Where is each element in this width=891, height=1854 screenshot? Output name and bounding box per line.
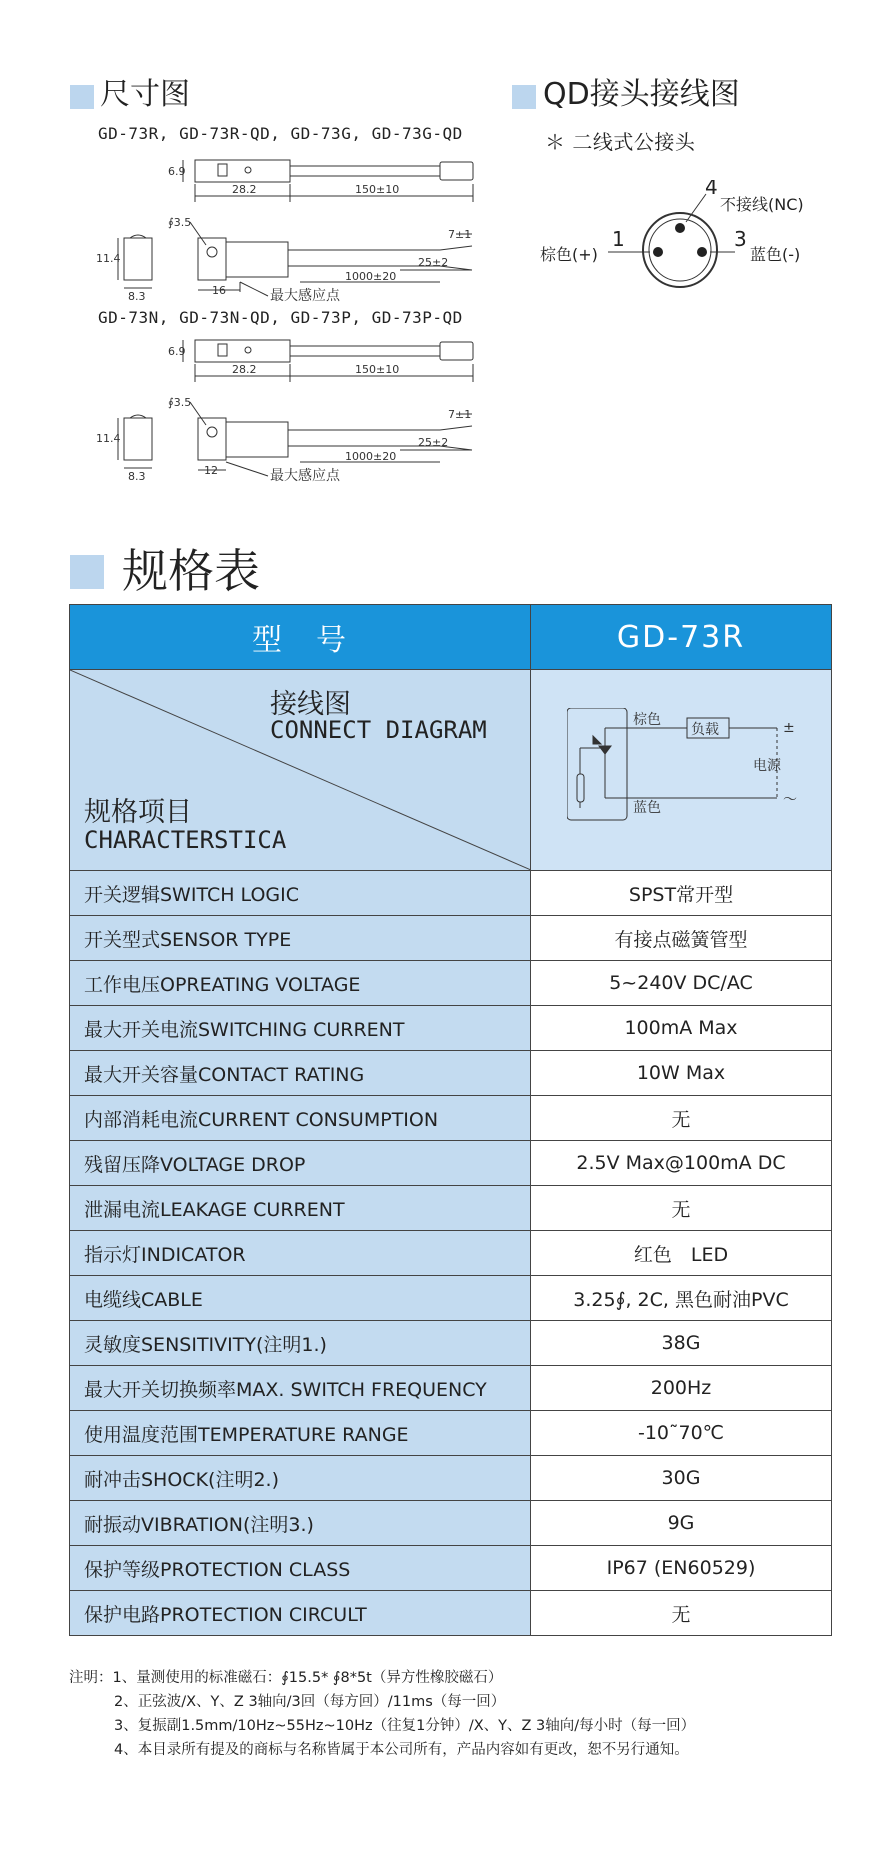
spec-row-value: 10W Max [531, 1051, 832, 1096]
spec-row [70, 1321, 832, 1366]
spec-row [70, 1276, 832, 1321]
diag-top-cn: 接线图 [270, 689, 351, 720]
spec-row [70, 1231, 832, 1276]
model-label: 型 号 [70, 605, 531, 670]
spec-row [70, 871, 832, 916]
sense-point-label: 最大感应点 [270, 288, 340, 304]
pin-3-label: 蓝色(-) [750, 245, 801, 264]
power-minus: ～ [783, 792, 797, 808]
spec-row-label: 残留压降VOLTAGE DROP [70, 1141, 531, 1186]
pin-4-note: 不接线(NC) [720, 195, 804, 214]
dim-7: 7±1 [448, 228, 472, 241]
spec-row-label: 保护等级PROTECTION CLASS [70, 1546, 531, 1591]
note-3: 3、复振副1.5mm/10Hz~55Hz~10Hz（往复1分钟）/X、Y、Z 3轴向/每小时（每一回） [114, 1718, 696, 1734]
dim-7-b: 7±1 [448, 408, 472, 421]
spec-row [70, 1366, 832, 1411]
spec-title: 规格表 [122, 544, 260, 598]
dim-6-9: 6.9 [168, 165, 186, 178]
spec-row-value: 红色 LED [531, 1231, 832, 1276]
spec-row [70, 1141, 832, 1186]
spec-row-value: SPST常开型 [531, 871, 832, 916]
dim-8-3-b: 8.3 [128, 470, 146, 483]
group2-models: GD-73N, GD-73N-QD, GD-73P, GD-73P-QD [98, 308, 463, 327]
diagram-row [70, 670, 832, 871]
spec-row-label: 泄漏电流LEAKAGE CURRENT [70, 1186, 531, 1231]
dim-8-3: 8.3 [128, 290, 146, 303]
dim-150-b: 150±10 [355, 363, 400, 376]
spec-row-value: 3.25∮, 2C, 黑色耐油PVC [531, 1276, 832, 1321]
dim-11-4: 11.4 [96, 252, 121, 265]
wire-brown: 棕色 [633, 712, 661, 728]
spec-row-value: 2.5V Max@100mA DC [531, 1141, 832, 1186]
spec-row-value: 有接点磁簧管型 [531, 916, 832, 961]
spec-row-label: 最大开关容量CONTACT RATING [70, 1051, 531, 1096]
spec-row-value: 100mA Max [531, 1006, 832, 1051]
spec-row-value: IP67 (EN60529) [531, 1546, 832, 1591]
wiring-diagram [567, 708, 827, 848]
spec-row-label: 指示灯INDICATOR [70, 1231, 531, 1276]
diag-top-en: CONNECT DIAGRAM [270, 716, 487, 744]
section-marker [70, 555, 104, 589]
dimensions-title: 尺寸图 [100, 77, 190, 112]
dim-hole: ∮3.5 [168, 216, 192, 229]
dim-16: 16 [212, 284, 226, 297]
spec-row [70, 1096, 832, 1141]
pin-1-label: 棕色(+) [540, 245, 598, 264]
spec-row-value: 38G [531, 1321, 832, 1366]
sense-point-label-b: 最大感应点 [270, 468, 340, 484]
dim-25: 25±2 [418, 256, 449, 269]
spec-row [70, 1411, 832, 1456]
spec-row-value: 5~240V DC/AC [531, 961, 832, 1006]
diag-bottom-cn: 规格项目 [84, 797, 192, 828]
dim-12: 12 [204, 464, 218, 477]
spec-row [70, 1546, 832, 1591]
section-marker [512, 85, 536, 109]
spec-row-value: 9G [531, 1501, 832, 1546]
dim-6-9-b: 6.9 [168, 345, 186, 358]
note-4: 4、本目录所有提及的商标与名称皆属于本公司所有，产品内容如有更改，恕不另行通知。 [114, 1742, 689, 1758]
spec-row-label: 开关型式SENSOR TYPE [70, 916, 531, 961]
spec-row-value: 无 [531, 1186, 832, 1231]
qd-title: QD接头接线图 [543, 77, 740, 112]
spec-row-label: 开关逻辑SWITCH LOGIC [70, 871, 531, 916]
spec-row-value: -10˜70℃ [531, 1411, 832, 1456]
spec-row [70, 1051, 832, 1096]
wire-blue: 蓝色 [633, 800, 661, 816]
spec-row-label: 使用温度范围TEMPERATURE RANGE [70, 1411, 531, 1456]
power-label: 电源 [753, 758, 781, 774]
spec-row-label: 耐冲击SHOCK(注明2.) [70, 1456, 531, 1501]
spec-row-label: 电缆线CABLE [70, 1276, 531, 1321]
spec-row [70, 1186, 832, 1231]
spec-row-value: 200Hz [531, 1366, 832, 1411]
spec-row-label: 保护电路PROTECTION CIRCULT [70, 1591, 531, 1636]
spec-row-label: 内部消耗电流CURRENT CONSUMPTION [70, 1096, 531, 1141]
spec-row-value: 30G [531, 1456, 832, 1501]
dim-28-2-b: 28.2 [232, 363, 257, 376]
spec-row [70, 916, 832, 961]
wiring-diagram-cell [531, 670, 832, 871]
dim-28-2: 28.2 [232, 183, 257, 196]
qd-subtitle: ＊ 二线式公接头 [545, 130, 696, 154]
spec-row-label: 工作电压OPREATING VOLTAGE [70, 961, 531, 1006]
spec-table [69, 604, 832, 1636]
load-label: 负载 [691, 722, 719, 738]
spec-rows [70, 871, 832, 1636]
spec-row-label: 灵敏度SENSITIVITY(注明1.) [70, 1321, 531, 1366]
spec-row [70, 1501, 832, 1546]
spec-row-label: 耐振动VIBRATION(注明3.) [70, 1501, 531, 1546]
qd-connector-diagram [540, 180, 860, 300]
dim-hole-b: ∮3.5 [168, 396, 192, 409]
note-1: 注明：1、量测使用的标准磁石：∮15.5* ∮8*5t（异方性橡胶磁石） [69, 1670, 503, 1686]
spec-row-value: 无 [531, 1096, 832, 1141]
spec-row [70, 1591, 832, 1636]
pin-4-number: 4 [705, 180, 718, 199]
model-value: GD-73R [531, 605, 832, 670]
dim-1000: 1000±20 [345, 270, 397, 283]
group1-models: GD-73R, GD-73R-QD, GD-73G, GD-73G-QD [98, 124, 463, 143]
spec-row [70, 1006, 832, 1051]
spec-header-row [70, 605, 832, 670]
dim-25-b: 25±2 [418, 436, 449, 449]
power-plus: ± [783, 720, 795, 736]
dim-11-4-b: 11.4 [96, 432, 121, 445]
dim-1000-b: 1000±20 [345, 450, 397, 463]
spec-row-label: 最大开关切换频率MAX. SWITCH FREQUENCY [70, 1366, 531, 1411]
note-2: 2、正弦波/X、Y、Z 3轴向/3回（每方回）/11ms（每一回） [114, 1694, 506, 1710]
diagonal-header-cell [70, 670, 531, 871]
spec-row-value: 无 [531, 1591, 832, 1636]
spec-row [70, 1456, 832, 1501]
spec-row [70, 961, 832, 1006]
dim-150: 150±10 [355, 183, 400, 196]
diag-bottom-en: CHARACTERSTICA [84, 826, 287, 854]
spec-row-label: 最大开关电流SWITCHING CURRENT [70, 1006, 531, 1051]
pin-3-number: 3 [734, 227, 747, 251]
notes [69, 1666, 695, 1762]
pin-1-number: 1 [612, 227, 625, 251]
